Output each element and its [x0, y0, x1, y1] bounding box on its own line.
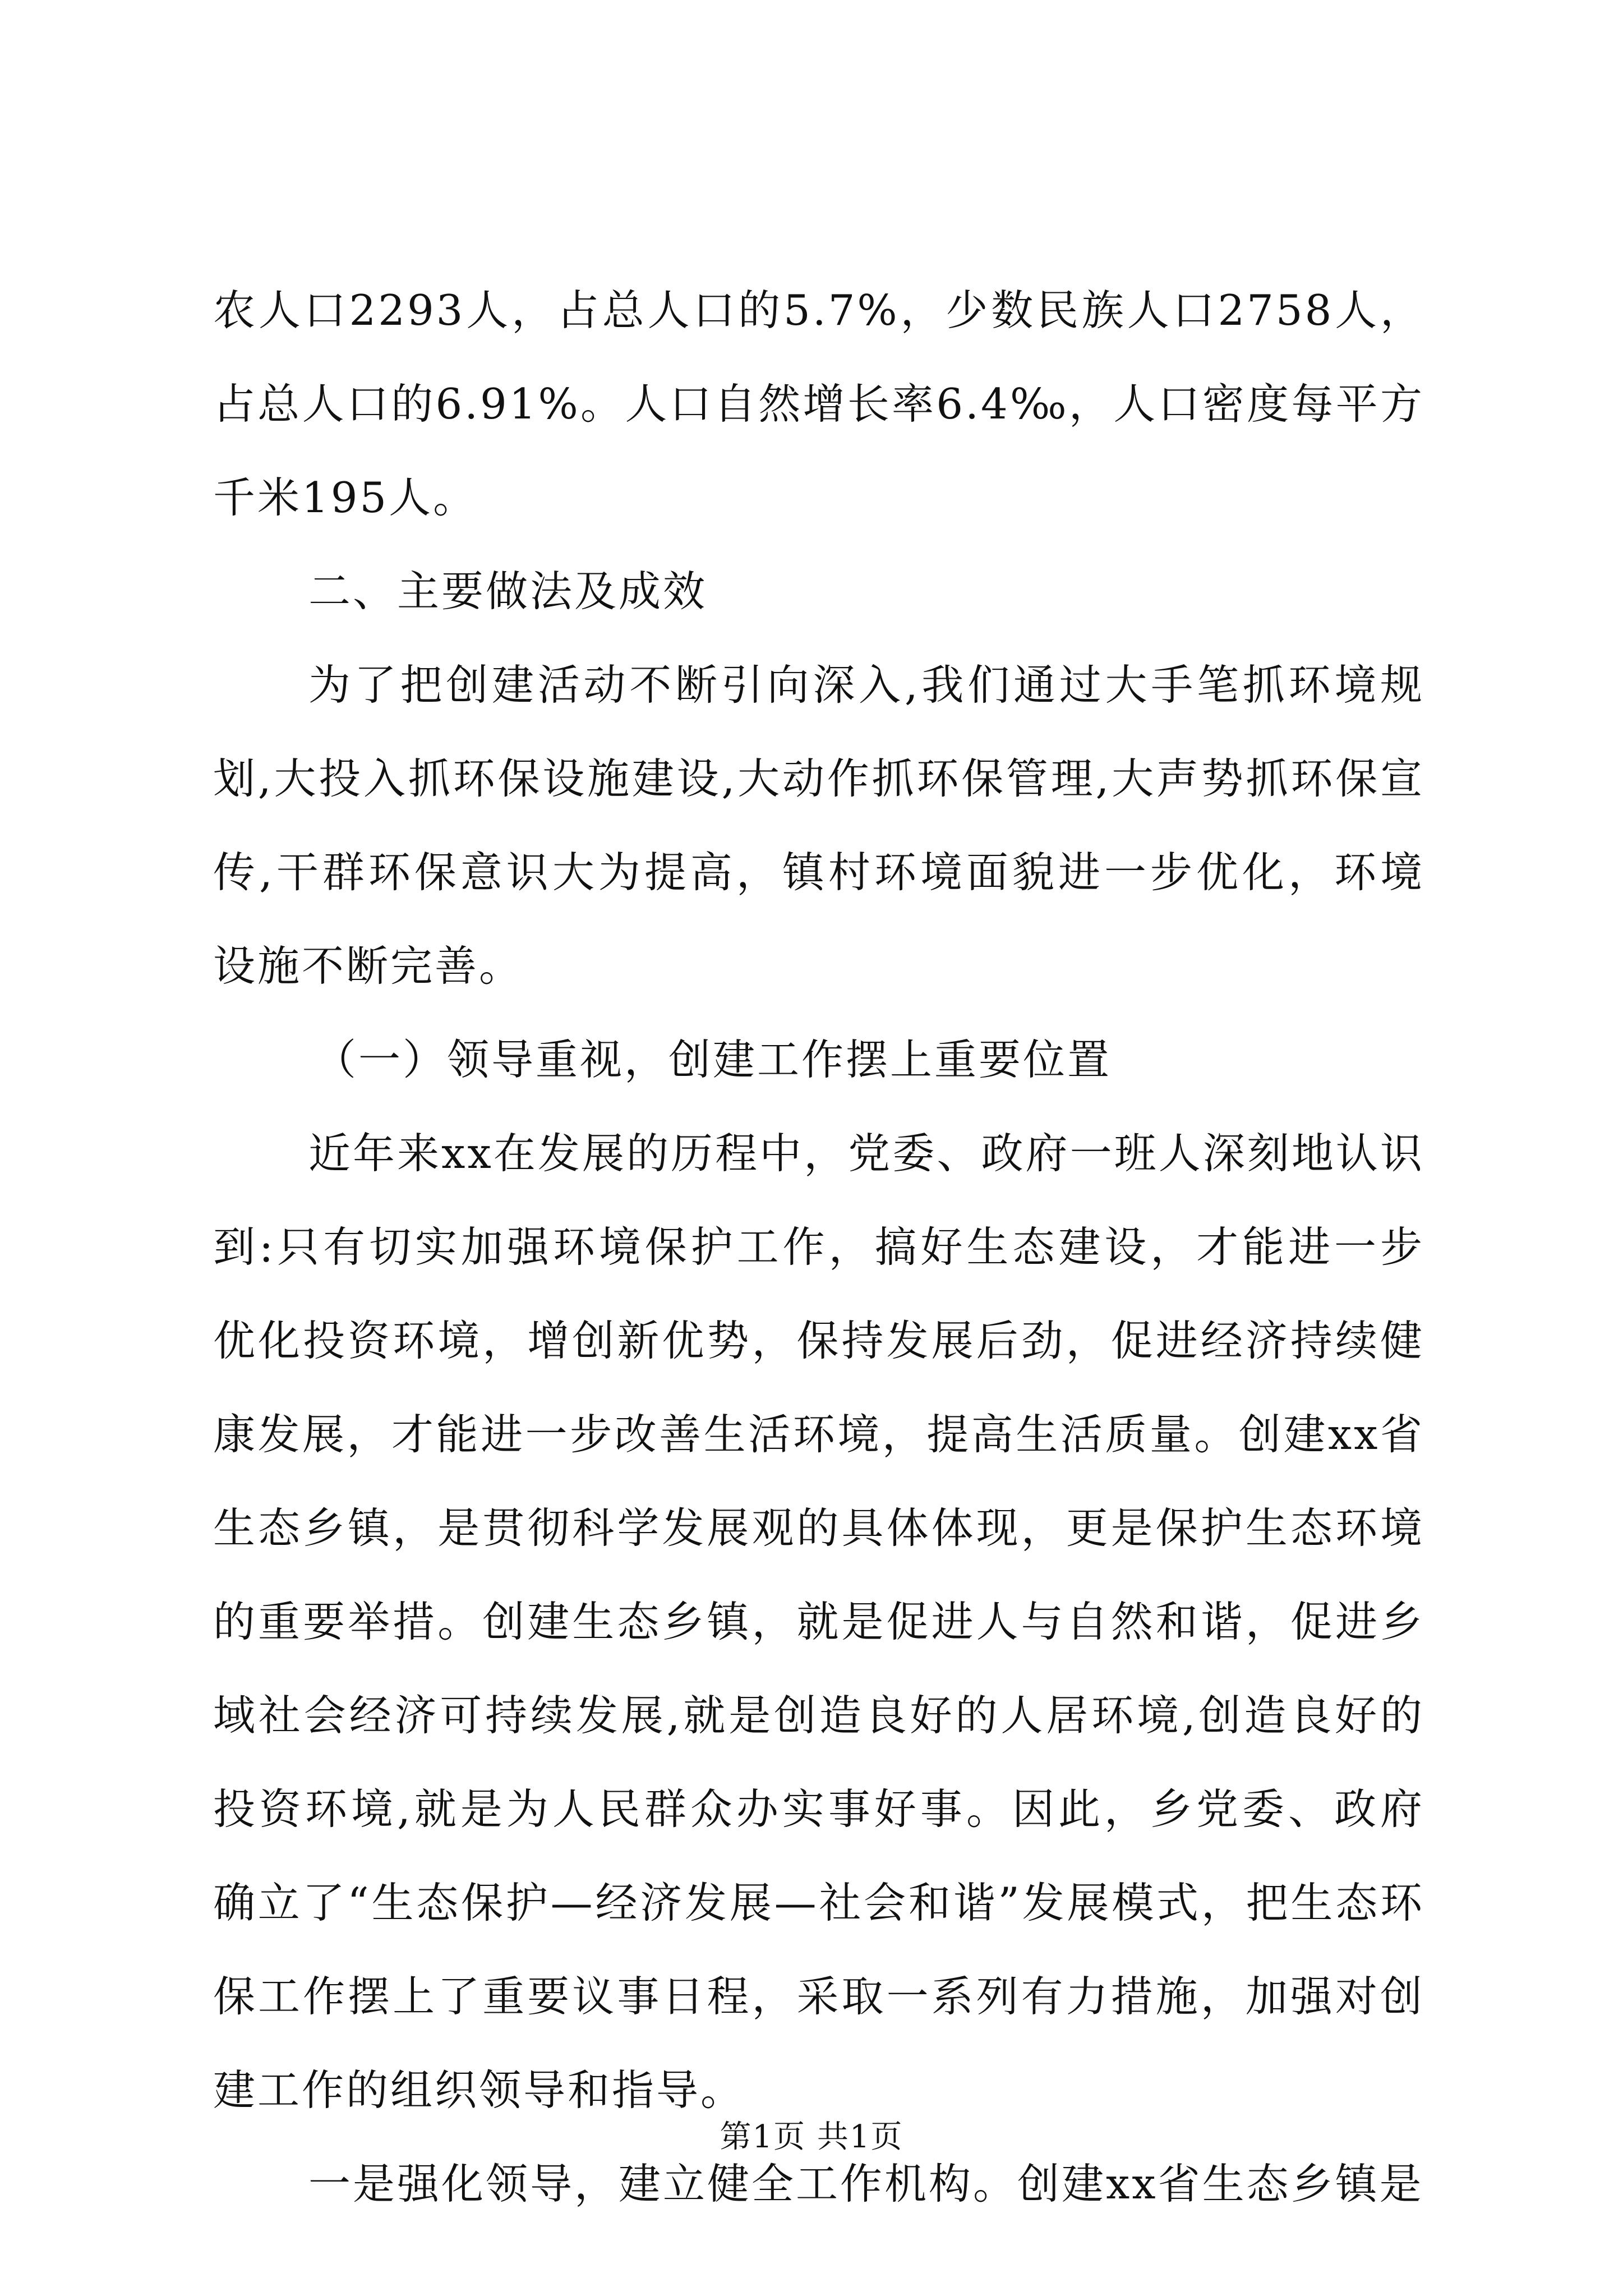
paragraph-population: 农人口2293人，占总人口的5.7%，少数民族人口2758人，占总人口的6.91%。人口自然增长率6.4‰，人口密度每平方千米195人。 — [213, 286, 1424, 522]
paragraph-intro: 为了把创建活动不断引向深入,我们通过大手笔抓环境规划,大投入抓环保设施建设,大动作抓环保管理,大声势抓环保宣传,干群环保意识大为提高，镇村环境面貌进一步优化，环境设施不断完善。 — [213, 660, 1424, 991]
paragraph-strengthen-leadership: 一是强化领导，建立健全工作机构。创建xx省生态乡镇是 — [308, 2159, 1424, 2208]
subsection-heading-leadership: （一）领导重视，创建工作摆上重要位置 — [314, 1035, 1112, 1084]
page-footer: 第1页 共1页 — [720, 2119, 903, 2155]
document-body — [213, 264, 1424, 2231]
paragraph-leadership: 近年来xx在发展的历程中，党委、政府一班人深刻地认识到:只有切实加强环境保护工作，搞好生态建设，才能进一步优化投资环境，增创新优势，保持发展后劲，促进经济持续健康发展，才能进一步改善生活环境，提高生活质量。创建xx省生态乡镇，是贯彻科学发展观的具体体现，更是保护生态环境的重要举措。创建生态乡镇，就是促进人与自然和谐，促进乡域社会经济可持续发展,就是创造良好的人居环境,创造良好的投资环境,就是为人民群众办实事好事。因此，乡党委、政府确立了“生态保护—经济发展—社会和谐”发展模式，把生态环保工作摆上了重要议事日程，采取一系列有力措施，加强对创建工作的组织领导和指导。 — [213, 1129, 1424, 2115]
section-heading-main-practices: 二、主要做法及成效 — [308, 567, 708, 616]
